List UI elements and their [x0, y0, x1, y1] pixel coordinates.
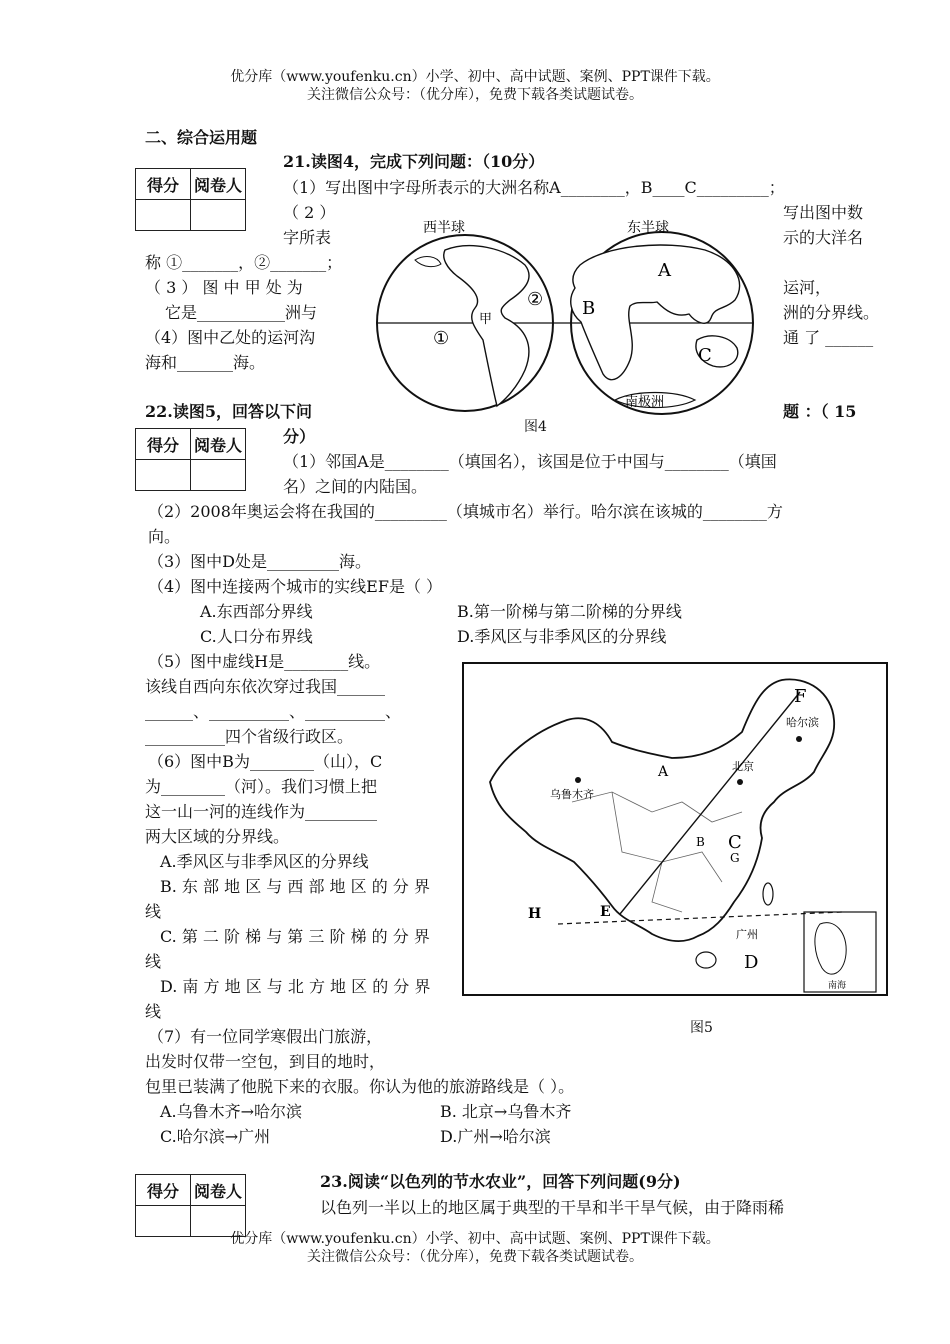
- q22-opt6D-1: D. 南 方 地 区 与 北 方 地 区 的 分 界: [160, 977, 431, 996]
- q22-line10: __________四个省级行政区。: [145, 727, 354, 746]
- q23-line1: 以色列一半以上的地区属于典型的干旱和半干旱气候，由于降雨稀: [320, 1198, 785, 1217]
- q21-line5b: 运河，: [783, 278, 832, 297]
- q21-title: 21.读图4，完成下列问题：（10分）: [283, 152, 545, 171]
- map-label-B: B: [582, 298, 596, 319]
- score-table-22: [135, 428, 246, 491]
- q22-line3: （2）2008年奥运会将在我国的_________（填城市名）举行。哈尔滨在该城的________方: [148, 502, 783, 521]
- figure-4-caption: 图4: [524, 419, 547, 435]
- map-label-jia: 甲: [479, 312, 493, 327]
- q22-line14: 两大区域的分界线。: [145, 827, 290, 846]
- q22-opt6B-1: B. 东 部 地 区 与 西 部 地 区 的 分 界: [160, 877, 430, 896]
- map-label-D: D: [744, 952, 759, 973]
- map-label-A: A: [658, 764, 669, 780]
- q22-line7: （5）图中虚线H是________线。: [148, 652, 381, 671]
- map-west-label: 西半球: [423, 220, 465, 236]
- score-cell[interactable]: [136, 460, 191, 491]
- map-label-harbin: 哈尔滨: [786, 716, 819, 729]
- score-label: 得分: [136, 1175, 191, 1206]
- q22-line9: ______、__________、__________、: [145, 702, 402, 721]
- section-title: 二、综合运用题: [145, 128, 258, 147]
- map-label-F: F: [794, 686, 807, 707]
- hainan-shape: [696, 952, 716, 968]
- header-line-2: 关注微信公众号：（优分库），免费下载各类试题试卷。: [307, 87, 643, 103]
- harbin-dot: [796, 736, 802, 742]
- q22-opt4C: C.人口分布界线: [200, 627, 313, 646]
- footer-line-2: 关注微信公众号：（优分库），免费下载各类试题试卷。: [307, 1249, 643, 1265]
- q21-line3a: 字所表: [283, 228, 332, 247]
- q22-opt6C-2: 线: [145, 952, 162, 971]
- q22-line1: （1）邻国A是________（填国名），该国是位于中国与________（填国: [283, 452, 777, 471]
- q21-line6a: 它是___________洲与: [165, 303, 318, 322]
- score-cell[interactable]: [136, 200, 191, 231]
- q22-line17: 包里已装满了他脱下来的衣服。你认为他的旅游路线是（ ）。: [145, 1077, 575, 1096]
- map-label-B: B: [696, 835, 705, 849]
- map-label-E: E: [600, 904, 611, 920]
- map-antarctica-label: 南极洲: [625, 395, 665, 410]
- q21-line2b: 写出图中数: [783, 203, 864, 222]
- map-label-guangzhou: 广州: [736, 928, 758, 941]
- q22-line6: （4）图中连接两个城市的实线EF是（ ）: [148, 577, 443, 596]
- figure-4-map: [375, 210, 770, 415]
- map-inset-label: 南海: [828, 981, 847, 991]
- map-label-beijing: 北京: [732, 760, 754, 773]
- q22-opt4B: B.第一阶梯与第二阶梯的分界线: [457, 602, 682, 621]
- q21-line3b: 示的大洋名: [783, 228, 864, 247]
- q22-opt4A: A.东西部分界线: [200, 602, 313, 621]
- grader-label: 阅卷人: [191, 429, 246, 460]
- header-line-1: 优分库（www.youfenku.cn）小学、初中、高中试题、案例、PPT课件下载。: [230, 69, 720, 85]
- taiwan-shape: [763, 883, 773, 905]
- map-label-1: ①: [433, 328, 450, 349]
- q22-title-b: 题 ：（ 15: [783, 402, 857, 421]
- grader-label: 阅卷人: [191, 169, 246, 200]
- q22-opt7C: C.哈尔滨→广州: [160, 1127, 271, 1146]
- urumqi-dot: [575, 777, 581, 783]
- q22-line11: （6）图中B为________（山），C: [148, 752, 383, 771]
- q22-line16: 出发时仅带一空包，到目的地时，: [145, 1052, 386, 1071]
- q22-opt6C-1: C. 第 二 阶 梯 与 第 三 阶 梯 的 分 界: [160, 927, 430, 946]
- beijing-dot: [737, 779, 743, 785]
- score-label: 得分: [136, 169, 191, 200]
- q21-line6b: 洲的分界线。: [783, 303, 880, 322]
- q22-opt6A: A.季风区与非季风区的分界线: [160, 852, 369, 871]
- map-label-C: C: [728, 832, 742, 853]
- q22-line2: 名）之间的内陆国。: [283, 477, 428, 496]
- q22-line12: 为________（河）。我们习惯上把: [145, 777, 378, 796]
- q21-line5a: （ 3 ） 图 中 甲 处 为: [145, 278, 303, 297]
- q22-title-a: 22.读图5，回答以下问: [145, 402, 312, 421]
- score-label: 得分: [136, 429, 191, 460]
- map-label-C: C: [698, 345, 712, 366]
- map-label-urumqi: 乌鲁木齐: [550, 788, 594, 801]
- q21-line7b: 通 了 ______: [783, 328, 874, 347]
- q22-line5: （3）图中D处是_________海。: [148, 552, 372, 571]
- map-label-2: ②: [527, 289, 544, 310]
- q22-opt6D-2: 线: [145, 1002, 162, 1021]
- grader-cell[interactable]: [191, 200, 246, 231]
- map-label-H: H: [528, 906, 542, 922]
- q22-line15: （7）有一位同学寒假出门旅游，: [148, 1027, 383, 1046]
- grader-cell[interactable]: [191, 460, 246, 491]
- q23-title: 23.阅读“以色列的节水农业”，回答下列问题(9分): [320, 1172, 681, 1191]
- q22-opt7D: D.广州→哈尔滨: [440, 1127, 551, 1146]
- footer-line-1: 优分库（www.youfenku.cn）小学、初中、高中试题、案例、PPT课件下载。: [230, 1231, 720, 1247]
- figure-5-caption: 图5: [690, 1020, 713, 1036]
- q22-opt6B-2: 线: [145, 902, 162, 921]
- grader-label: 阅卷人: [191, 1175, 246, 1206]
- q21-line4: 称 ①_______，②_______；: [145, 253, 343, 272]
- q22-line13: 这一山一河的连线作为_________: [145, 802, 378, 821]
- score-table-23: [135, 1174, 246, 1237]
- figure-5-map: [462, 662, 888, 996]
- q21-line7a: （4）图中乙处的运河沟: [145, 328, 316, 347]
- q22-opt7A: A.乌鲁木齐→哈尔滨: [160, 1102, 303, 1121]
- q22-line4: 向。: [148, 527, 181, 546]
- q22-opt4D: D.季风区与非季风区的分界线: [457, 627, 667, 646]
- q21-line1: （1）写出图中字母所表示的大洲名称A________，B____C_________；: [283, 178, 785, 197]
- q22-opt7B: B. 北京→乌鲁木齐: [440, 1102, 572, 1121]
- map-east-label: 东半球: [627, 220, 669, 236]
- q21-line8: 海和_______海。: [145, 353, 266, 372]
- q22-title-c: 分）: [283, 427, 316, 446]
- q21-line2a: （ 2 ）: [283, 203, 336, 222]
- score-table-21: [135, 168, 246, 231]
- map-label-A: A: [658, 260, 671, 281]
- map-label-G: G: [730, 851, 740, 865]
- q22-line8: 该线自西向东依次穿过我国______: [145, 677, 386, 696]
